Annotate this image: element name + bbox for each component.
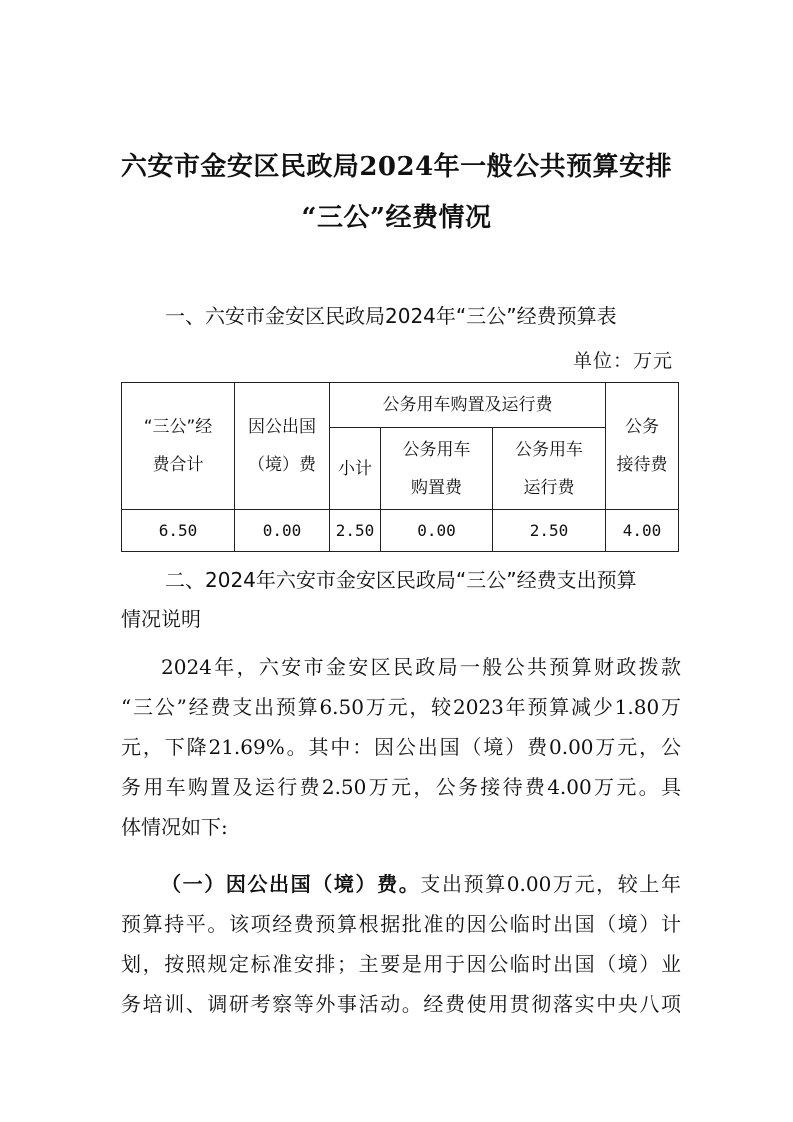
paragraph-line: 预算持平。该项经费预算根据批准的因公临时出国（境）计 bbox=[121, 912, 681, 936]
paragraph-line: 2024年，六安市金安区民政局一般公共预算财政拨款 bbox=[161, 655, 681, 679]
paragraph-line: 务用车购置及运行费2.50万元，公务接待费4.00万元。具 bbox=[121, 775, 681, 799]
header-vehicle-group: 公务用车购置及运行费 bbox=[330, 383, 606, 428]
header-vehicle-running: 公务用车 运行费 bbox=[493, 428, 606, 510]
paragraph-line-lead bbox=[121, 864, 681, 904]
paragraph-summary bbox=[121, 647, 681, 847]
value-reception: 4.00 bbox=[606, 510, 679, 552]
value-total: 6.50 bbox=[122, 510, 235, 552]
paragraph-text: 支出预算0.00万元，较上年 bbox=[420, 872, 682, 896]
paragraph-abroad bbox=[121, 864, 681, 1024]
paragraph-line: 元，下降21.69%。其中：因公出国（境）费0.00万元，公 bbox=[121, 735, 681, 759]
header-reception: 公务 接待费 bbox=[606, 383, 679, 510]
value-subtotal: 2.50 bbox=[330, 510, 381, 552]
value-vehicle-purchase: 0.00 bbox=[381, 510, 493, 552]
paragraph-line: 务培训、调研考察等外事活动。经费使用贯彻落实中央八项 bbox=[121, 992, 681, 1016]
value-abroad: 0.00 bbox=[235, 510, 330, 552]
paragraph-line: “三公”经费支出预算6.50万元，较2023年预算减少1.80万 bbox=[121, 695, 681, 719]
header-vehicle-purchase: 公务用车 购置费 bbox=[381, 428, 493, 510]
unit-label: 单位：万元 bbox=[572, 350, 673, 372]
header-abroad: 因公出国 （境）费 bbox=[235, 383, 330, 510]
document-title-line1: 六安市金安区民政局2024年一般公共预算安排 bbox=[120, 152, 673, 182]
header-subtotal: 小计 bbox=[330, 428, 381, 510]
paragraph-line: 体情况如下: bbox=[121, 815, 228, 839]
value-vehicle-running: 2.50 bbox=[493, 510, 606, 552]
document-title-line2: “三公”经费情况 bbox=[301, 203, 492, 233]
section2-heading-line2: 情况说明 bbox=[121, 607, 201, 631]
section1-heading: 一、六安市金安区民政局2024年“三公”经费预算表 bbox=[165, 304, 617, 328]
paragraph-lead: （一）因公出国（境）费。 bbox=[161, 872, 421, 896]
budget-table bbox=[121, 382, 679, 552]
section2-heading-line1: 二、2024年六安市金安区民政局“三公”经费支出预算 bbox=[165, 568, 637, 592]
header-total: “三公”经 费合计 bbox=[122, 383, 235, 510]
paragraph-line: 划，按照规定标准安排；主要是用于因公临时出国（境）业 bbox=[121, 952, 681, 976]
